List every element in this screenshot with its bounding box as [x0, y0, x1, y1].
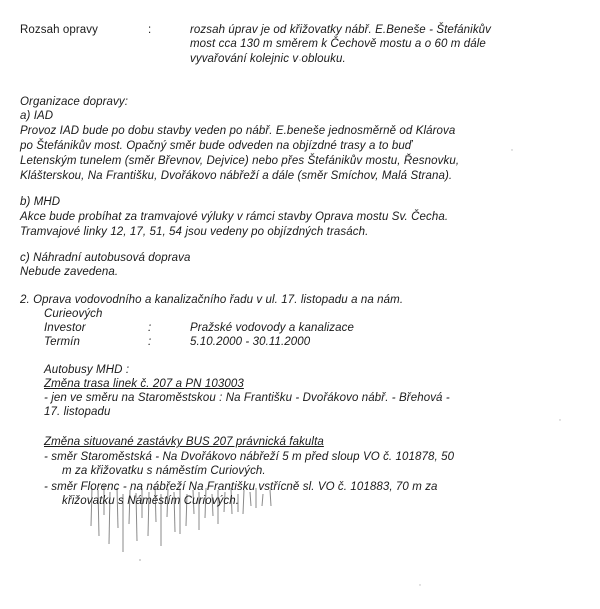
organizace-heading: Organizace dopravy: [20, 96, 129, 108]
item2-line-1: 2. Oprava vodovodního a kanalizačního řadu v ul. 17. listopadu a na nám. [20, 294, 404, 306]
termin-value: 5.10.2000 - 30.11.2000 [190, 336, 311, 348]
trasa-line-1: - jen ve směru na Staroměstskou : Na Františku - Dvořákovo nábř. - Břehová - [44, 392, 450, 404]
zastavka-2-line-2: křižovatku s Náměstím Curiových. [62, 495, 240, 507]
rozsah-line-2: most cca 130 m směrem k Čechově mostu a o 60 m dále [190, 38, 486, 50]
section-a-line-2: po Štefánikův most. Opačný směr bude odveden na objízdné trasy a to buď [20, 140, 413, 152]
rozsah-colon: : [148, 24, 152, 36]
zmena-zastavky-heading: Změna situované zastávky BUS 207 právnická fakulta [44, 436, 324, 448]
section-c-line-1: Nebude zavedena. [20, 266, 119, 278]
autobusy-heading: Autobusy MHD : [44, 364, 130, 376]
rozsah-line-3: vyvařování kolejnic v oblouku. [190, 53, 346, 65]
trasa-line-2: 17. listopadu [44, 406, 111, 418]
termin-colon: : [148, 336, 152, 348]
section-b-line-1: Akce bude probíhat za tramvajové výluky v rámci stavby Oprava mostu Sv. Čecha. [20, 211, 449, 223]
termin-label: Termín [44, 336, 80, 348]
zastavka-2-line-1: - směr Florenc - na nábřeží Na Františku vstřícně sl. VO č. 101883, 70 m za [44, 481, 438, 493]
investor-colon: : [148, 322, 152, 334]
section-a-line-3: Letenským tunelem (směr Břevnov, Dejvice) nebo přes Štefánikův mostu, Řesnovku, [20, 155, 460, 167]
section-b-heading: b) MHD [20, 196, 61, 208]
section-c-heading: c) Náhradní autobusová doprava [20, 252, 191, 264]
section-a-heading: a) IAD [20, 110, 54, 122]
item2-line-2: Curieových [44, 308, 103, 320]
rozsah-line-1: rozsah úprav je od křižovatky nábř. E.Beneše - Štefánikův [190, 24, 492, 36]
investor-value: Pražské vodovody a kanalizace [190, 322, 354, 334]
section-b-line-2: Tramvajové linky 12, 17, 51, 54 jsou vedeny po objízdných trasách. [20, 226, 369, 238]
section-a-line-1: Provoz IAD bude po dobu stavby veden po nábř. E.beneše jednosměrně od Klárova [20, 125, 456, 137]
zastavka-1-line-2: m za křižovatku s náměstím Curiových. [62, 465, 266, 477]
rozsah-label: Rozsah opravy [20, 24, 99, 36]
section-a-line-4: Klášterskou, Na Františku, Dvořákovo nábřeží a dále (směr Smíchov, Malá Strana). [20, 170, 453, 182]
investor-label: Investor [44, 322, 86, 334]
zastavka-1-line-1: - směr Staroměstská - Na Dvořákovo nábřeží 5 m před sloup VO č. 101878, 50 [44, 451, 455, 463]
zmena-trasa-heading: Změna trasa linek č. 207 a PN 103003 [44, 378, 244, 390]
